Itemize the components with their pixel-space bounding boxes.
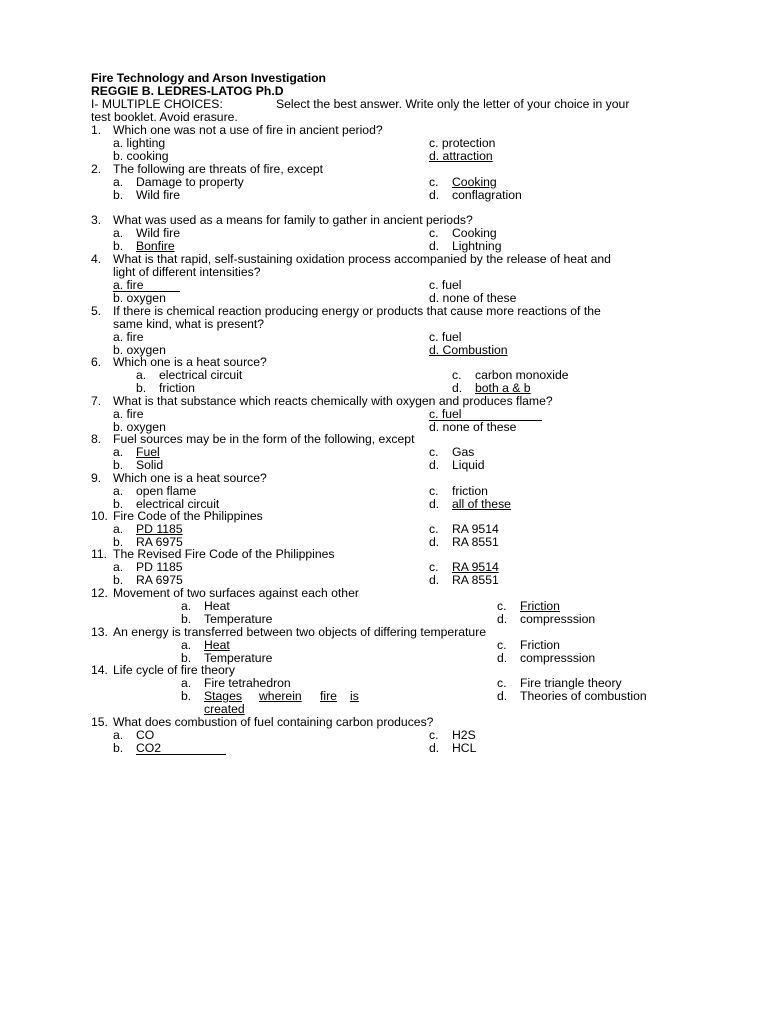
option-c: Fire triangle theory (520, 676, 622, 690)
option-b: b. oxygen (113, 343, 166, 357)
option-c-answer: Friction (520, 599, 560, 613)
option-d: Liquid (452, 458, 485, 472)
instructions-line-1: Select the best answer. Write only the letter of your choice in your (276, 97, 630, 111)
option-d: d. none of these (429, 420, 517, 434)
option-c: c. fuel (429, 278, 462, 292)
option-letter: b. (136, 381, 147, 395)
question-text: Which one is a heat source? (113, 355, 267, 369)
option-letter: d. (497, 689, 508, 703)
option-b-answer: Bonfire (136, 239, 175, 253)
option-letter: b. (113, 741, 124, 755)
option-letter: c. (429, 226, 439, 240)
option-d: Theories of combustion (520, 689, 647, 703)
question-text: An energy is transferred between two objects of differing temperature (113, 625, 487, 639)
option-letter: b. (113, 458, 124, 472)
option-b: b. oxygen (113, 291, 166, 305)
option-b-word-1: Stages (204, 689, 242, 703)
option-a: open flame (136, 484, 197, 498)
question-number: 7. (91, 394, 102, 408)
option-c: friction (452, 484, 488, 498)
option-a: PD 1185 (136, 560, 183, 574)
question-text: What was used as a means for family to gather in ancient periods? (113, 213, 473, 227)
option-letter: d. (429, 188, 440, 202)
option-a: Heat (204, 599, 230, 613)
option-d-answer: all of these (452, 497, 511, 511)
option-c: c. protection (429, 136, 496, 150)
section-heading: I- MULTIPLE CHOICES: (91, 97, 223, 111)
option-letter: a. (181, 676, 192, 690)
option-c: Friction (520, 638, 560, 652)
option-c-text: c. fuel (429, 409, 542, 421)
option-d-answer: d. Combustion (429, 343, 508, 357)
question-number: 3. (91, 213, 102, 227)
option-b: Temperature (204, 612, 273, 626)
option-letter: d. (429, 458, 440, 472)
question-number: 6. (91, 355, 102, 369)
question-number: 5. (91, 304, 102, 318)
option-b-word-4: is (350, 689, 359, 703)
question-number: 11. (91, 547, 108, 561)
question-number: 1. (91, 123, 102, 137)
option-letter: c. (429, 522, 439, 536)
question-text: Movement of two surfaces against each other (113, 586, 359, 600)
option-d-answer: d. attraction (429, 149, 493, 163)
option-letter: a. (113, 728, 124, 742)
option-letter: c. (429, 175, 439, 189)
option-letter: a. (113, 226, 124, 240)
option-letter: c. (429, 728, 439, 742)
question-text: What is that rapid, self-sustaining oxidation process accompanied by the release of heat and (113, 252, 611, 266)
option-letter: d. (497, 612, 508, 626)
option-letter: a. (113, 522, 124, 536)
question-text: Which one is a heat source? (113, 471, 267, 485)
option-letter: d. (429, 741, 440, 755)
author-name: REGGIE B. LEDRES-LATOG Ph.D (91, 84, 284, 98)
option-letter: a. (181, 599, 192, 613)
option-d: conflagration (452, 188, 522, 202)
option-b: Temperature (204, 651, 273, 665)
option-letter: b. (181, 651, 192, 665)
question-text: Fuel sources may be in the form of the following, except (113, 432, 415, 446)
option-letter: a. (113, 175, 124, 189)
question-number: 15. (91, 715, 108, 729)
option-b: RA 6975 (136, 573, 183, 587)
option-d: RA 8551 (452, 573, 499, 587)
instructions-line-2: test booklet. Avoid erasure. (91, 110, 238, 124)
option-b: Solid (136, 458, 164, 472)
question-text: The following are threats of fire, except (113, 162, 324, 176)
option-letter: a. (113, 445, 124, 459)
option-b: electrical circuit (136, 497, 220, 511)
option-c: c. fuel (429, 330, 462, 344)
option-a: Fire tetrahedron (204, 676, 291, 690)
question-number: 4. (91, 252, 102, 266)
option-c: Cooking (452, 226, 497, 240)
option-c: RA 9514 (452, 522, 499, 536)
question-text: Fire Code of the Philippines (113, 509, 263, 523)
option-letter: d. (497, 651, 508, 665)
option-b: friction (159, 381, 195, 395)
option-d: compresssion (520, 612, 596, 626)
option-d: RA 8551 (452, 535, 499, 549)
question-number: 8. (91, 432, 102, 446)
option-letter: b. (181, 612, 192, 626)
option-letter: a. (113, 560, 124, 574)
option-b-text: CO2 (136, 743, 226, 755)
option-d: compresssion (520, 651, 596, 665)
option-b: b. oxygen (113, 420, 166, 434)
option-letter: b. (113, 573, 124, 587)
option-a-answer: Fuel (136, 445, 160, 459)
option-a-answer: PD 1185 (136, 522, 183, 536)
option-letter: b. (181, 689, 192, 703)
option-letter: a. (136, 368, 147, 382)
option-c: carbon monoxide (475, 368, 569, 382)
option-letter: a. (181, 638, 192, 652)
option-d-answer: both a & b (475, 381, 531, 395)
option-letter: c. (429, 560, 439, 574)
option-letter: c. (452, 368, 462, 382)
option-letter: c. (429, 445, 439, 459)
option-c-answer: RA 9514 (452, 560, 499, 574)
option-a: electrical circuit (159, 368, 243, 382)
option-letter: c. (497, 676, 507, 690)
option-c: H2S (452, 728, 476, 742)
option-letter: c. (497, 599, 507, 613)
question-text: What does combustion of fuel containing carbon produces? (113, 715, 434, 729)
option-letter: c. (497, 638, 507, 652)
option-b-word-2: wherein (259, 689, 302, 703)
option-letter: b. (113, 497, 124, 511)
option-a: a. lighting (113, 136, 166, 150)
question-number: 2. (91, 162, 102, 176)
option-a: Damage to property (136, 175, 244, 189)
question-text: Which one was not a use of fire in ancient period? (113, 123, 383, 137)
option-d: HCL (452, 741, 477, 755)
option-letter: b. (113, 188, 124, 202)
option-a: Wild fire (136, 226, 181, 240)
option-b-word-3: fire (320, 689, 337, 703)
option-letter: b. (113, 535, 124, 549)
question-text: What is that substance which reacts chemically with oxygen and produces flame? (113, 394, 553, 408)
question-text-continued: light of different intensities? (113, 265, 261, 279)
option-letter: d. (429, 573, 440, 587)
option-b-answer (136, 742, 226, 755)
question-text-continued: same kind, what is present? (113, 317, 265, 331)
document-title: Fire Technology and Arson Investigation (91, 71, 326, 85)
option-a: a. fire (113, 407, 144, 421)
option-a-answer: Heat (204, 638, 230, 652)
option-letter: c. (429, 484, 439, 498)
option-letter: d. (429, 535, 440, 549)
option-b: Wild fire (136, 188, 181, 202)
option-b: b. cooking (113, 149, 169, 163)
option-letter: d. (429, 497, 440, 511)
question-number: 14. (91, 663, 108, 677)
question-number: 9. (91, 471, 102, 485)
option-a-text: a. fire (113, 280, 180, 292)
option-letter: d. (429, 239, 440, 253)
option-c-answer: Cooking (452, 175, 497, 189)
option-c: Gas (452, 445, 475, 459)
question-number: 13. (91, 625, 108, 639)
option-letter: b. (113, 239, 124, 253)
option-b-word-5: created (204, 702, 245, 716)
question-number: 10. (91, 509, 108, 523)
option-a: a. fire (113, 330, 144, 344)
question-text: If there is chemical reaction producing energy or products that cause more reactions of the (113, 304, 601, 318)
question-text: The Revised Fire Code of the Philippines (113, 547, 335, 561)
option-b: RA 6975 (136, 535, 183, 549)
option-d: Lightning (452, 239, 502, 253)
question-number: 12. (91, 586, 108, 600)
option-letter: a. (113, 484, 124, 498)
question-text: Life cycle of fire theory (113, 663, 235, 677)
option-letter: d. (452, 381, 463, 395)
option-d: d. none of these (429, 291, 517, 305)
option-a: CO (136, 728, 155, 742)
